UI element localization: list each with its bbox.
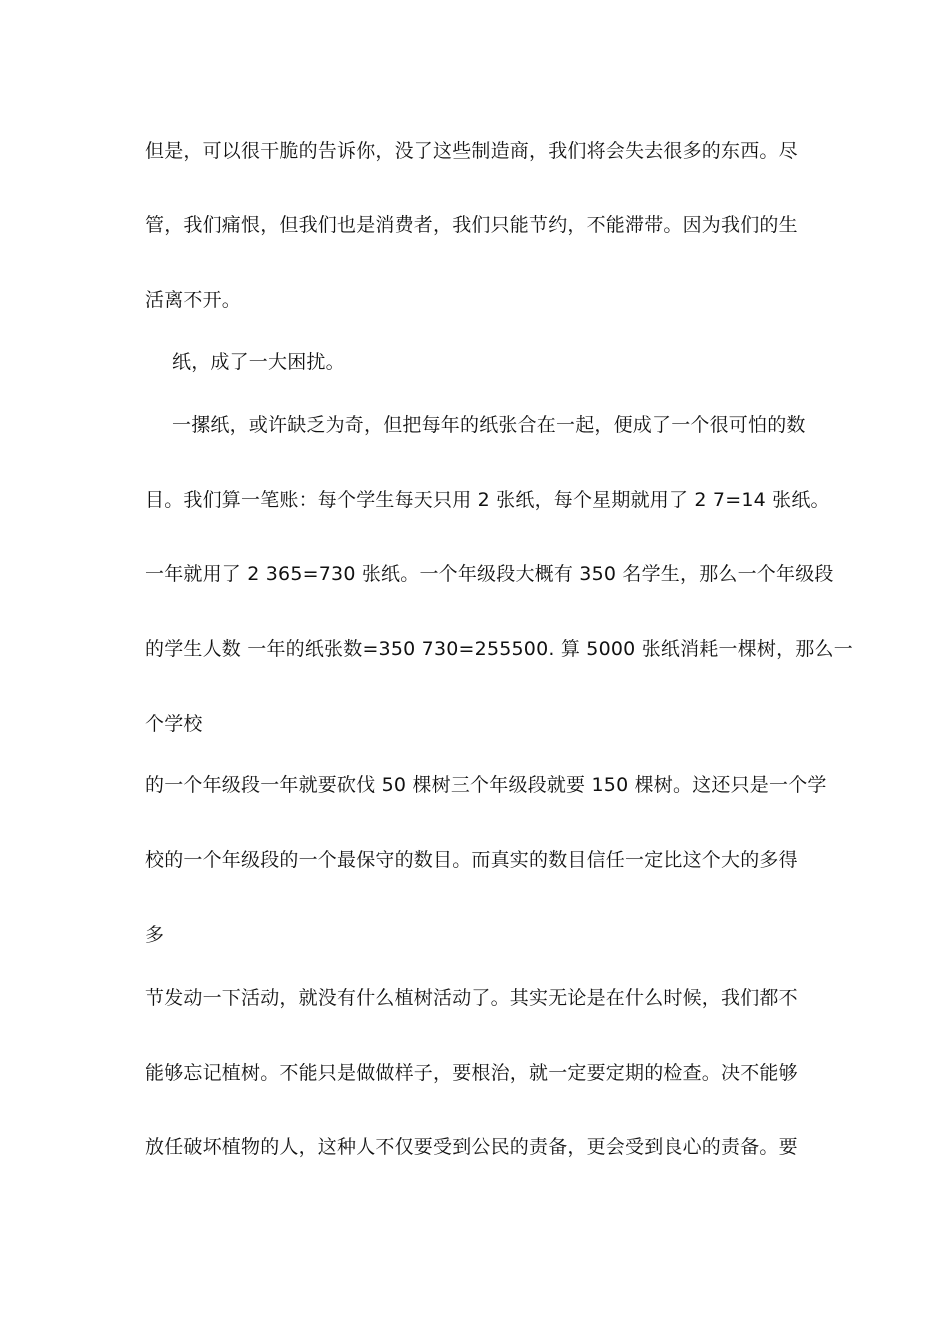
- paragraph-line: 目。我们算一笔账：每个学生每天只用 2 张纸，每个星期就用了 2 7=14 张纸。: [145, 489, 830, 511]
- paragraph-line: 一摞纸，或许缺乏为奇，但把每年的纸张合在一起，便成了一个很可怕的数: [172, 414, 806, 436]
- paragraph-line: 的一个年级段一年就要砍伐 50 棵树三个年级段就要 150 棵树。这还只是一个学: [145, 774, 827, 796]
- paragraph-line: 多: [145, 924, 165, 946]
- paragraph-line: 放任破坏植物的人，这种人不仅要受到公民的责备，更会受到良心的责备。要: [145, 1136, 798, 1158]
- paragraph-line: 个学校: [145, 713, 203, 735]
- paragraph-line: 纸，成了一大困扰。: [172, 351, 345, 373]
- paragraph-line: 但是，可以很干脆的告诉你，没了这些制造商，我们将会失去很多的东西。尽: [145, 140, 798, 162]
- paragraph-line: 一年就用了 2 365=730 张纸。一个年级段大概有 350 名学生，那么一个年级段: [145, 563, 834, 585]
- paragraph-line: 校的一个年级段的一个最保守的数目。而真实的数目信任一定比这个大的多得: [145, 849, 798, 871]
- paragraph-line: 活离不开。: [145, 289, 242, 311]
- paragraph-line: 能够忘记植树。不能只是做做样子，要根治，就一定要定期的检查。决不能够: [145, 1062, 798, 1084]
- paragraph-line: 的学生人数 一年的纸张数=350 730=255500. 算 5000 张纸消耗一棵树，那么一: [145, 638, 853, 660]
- paragraph-line: 管，我们痛恨，但我们也是消费者，我们只能节约，不能滞带。因为我们的生: [145, 214, 798, 236]
- paragraph-line: 节发动一下活动，就没有什么植树活动了。其实无论是在什么时候，我们都不: [145, 987, 798, 1009]
